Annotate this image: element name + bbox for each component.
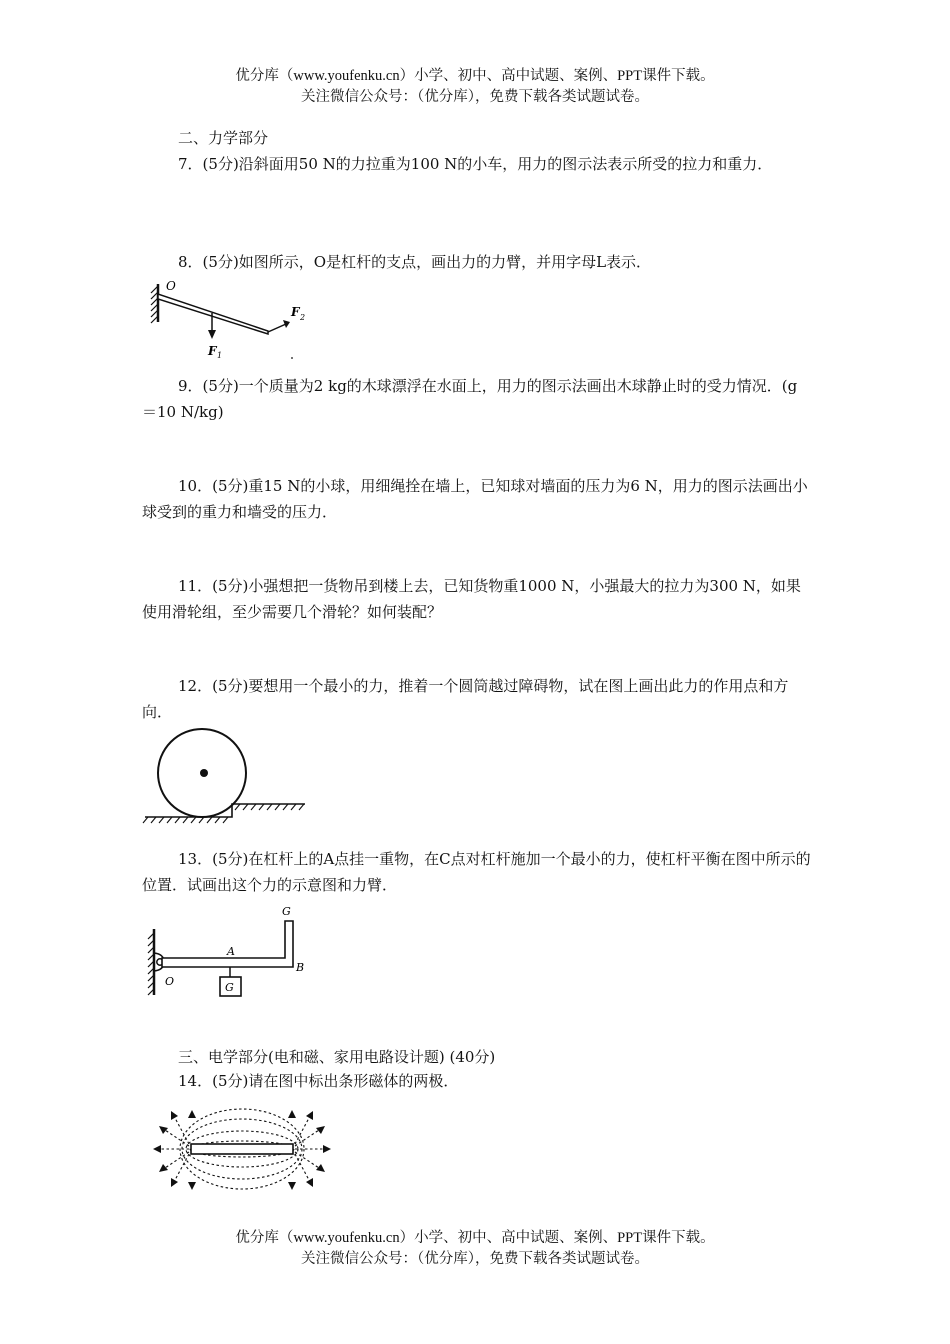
label-b: B bbox=[296, 961, 305, 974]
label-g-box: G bbox=[225, 981, 234, 994]
question-7: 7．(5分)沿斜面用50 N的力拉重为100 N的小车，用力的图示法表示所受的拉力和重力． bbox=[178, 155, 773, 173]
label-a: A bbox=[227, 945, 235, 958]
label-f1-sub: 1 bbox=[217, 351, 223, 360]
label-f2-sub: 2 bbox=[300, 313, 306, 322]
label-o: O bbox=[165, 975, 175, 988]
footer-line-1: 优分库（www.youfenku.cn）小学、初中、高中试题、案例、PPT课件下载。 bbox=[235, 1230, 715, 1246]
label-f2: F bbox=[291, 305, 300, 319]
label-f1: F bbox=[208, 344, 217, 358]
header-line-1: 优分库（www.youfenku.cn）小学、初中、高中试题、案例、PPT课件下载。 bbox=[235, 68, 715, 84]
label-o: O bbox=[166, 279, 176, 293]
question-13: 13．(5分)在杠杆上的A点挂一重物，在C点对杠杆施加一个最小的力，使杠杆平衡在图中所示的位置．试画出这个力的示意图和力臂． bbox=[142, 850, 811, 894]
question-9: 9．(5分)一个质量为2 kg的木球漂浮在水面上，用力的图示法画出木球静止时的受力情况．(g＝10 N/kg) bbox=[142, 377, 798, 421]
question-10: 10．(5分)重15 N的小球，用细绳拴在墙上，已知球对墙面的压力为6 N，用力的图示法画出小球受到的重力和墙受的压力． bbox=[142, 477, 808, 521]
section-title-electricity: 三、电学部分(电和磁、家用电路设计题) (40分) bbox=[178, 1048, 496, 1066]
question-14: 14．(5分)请在图中标出条形磁体的两极． bbox=[178, 1072, 459, 1090]
question-12: 12．(5分)要想用一个最小的力，推着一个圆筒越过障碍物，试在图上画出此力的作用点和方向． bbox=[142, 677, 789, 721]
footer-line-2: 关注微信公众号：（优分库），免费下载各类试题试卷。 bbox=[301, 1251, 649, 1267]
label-g-top: G bbox=[282, 905, 291, 918]
section-title-mechanics: 二、力学部分 bbox=[178, 129, 269, 147]
question-8: 8．(5分)如图所示，O是杠杆的支点，画出力的力臂，并用字母L表示． bbox=[178, 253, 652, 271]
bar-magnet-figure-q14 bbox=[145, 1106, 345, 1196]
question-11: 11．(5分)小强想把一货物吊到楼上去，已知货物重1000 N，小强最大的拉力为300 N，如果使用滑轮组，至少需要几个滑轮？如何装配？ bbox=[142, 577, 801, 621]
bent-lever-figure-q13 bbox=[140, 903, 320, 1003]
header-line-2: 关注微信公众号：（优分库），免费下载各类试题试卷。 bbox=[301, 89, 649, 105]
lever-figure-q8 bbox=[140, 276, 320, 366]
cylinder-figure-q12 bbox=[140, 730, 320, 830]
